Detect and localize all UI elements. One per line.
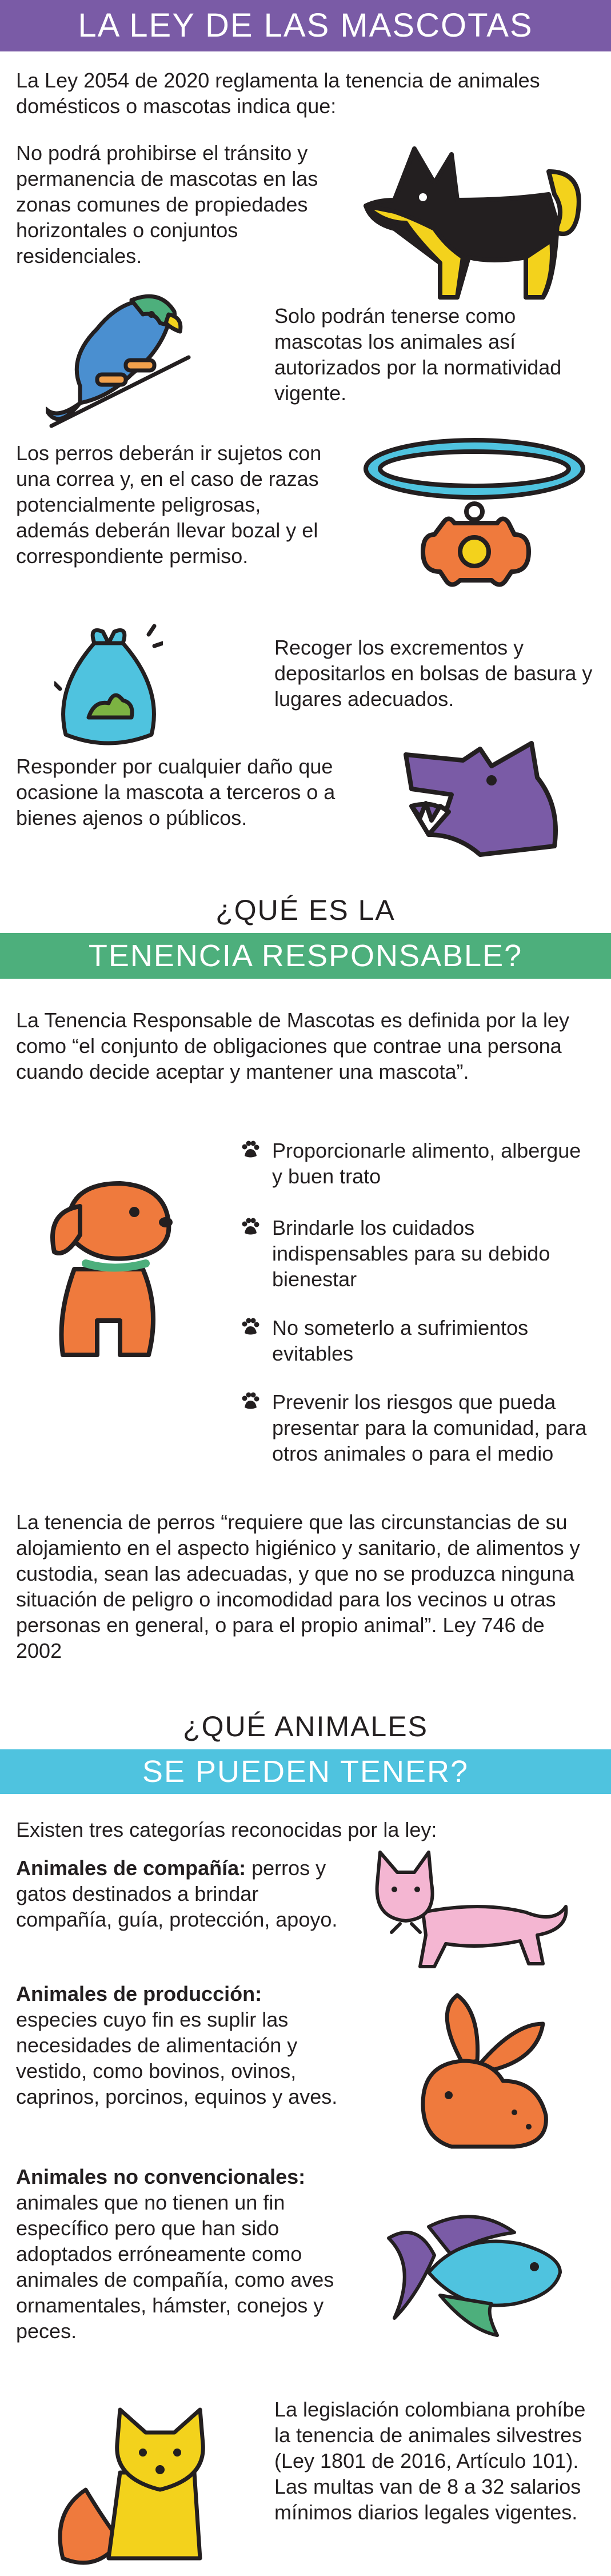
responsibility-item-4 (240, 1389, 594, 1466)
section3-title-top: ¿QUÉ ANIMALES (183, 1710, 428, 1742)
paw-icon (240, 1217, 261, 1238)
law-point-3: Los perros deberán ir sujetos con una correa y, en el caso de razas potencialmente peligrosas, además deberán llevar bozal y el correspondiente permiso. (16, 441, 322, 568)
law-point-2: Solo podrán tenerse como mascotas los animales así autorizados por la normatividad vigente. (274, 304, 562, 405)
category-production (16, 1981, 348, 2110)
bag-icon (54, 620, 163, 752)
cat-icon (366, 1849, 572, 1975)
category-unconventional (16, 2164, 348, 2344)
section2-banner (0, 933, 611, 979)
responsibility-item-1 (240, 1138, 594, 1189)
responsibility-text-2: Brindarle los cuidados indispensables para su debido bienestar (272, 1216, 550, 1291)
responsibility-text-4: Prevenir los riesgos que pueda presentar para la comunidad, para otros animales o para el medio (272, 1390, 587, 1465)
section2-title-top: ¿QUÉ ES LA (215, 894, 396, 926)
section3-final: La legislación colombiana prohíbe la tenencia de animales silvestres (Ley 1801 de 2016, Artículo 101). Las multas van de 8 a 32 salarios mínimos diarios legales vigentes. (274, 2398, 586, 2524)
section2-title: TENENCIA RESPONSABLE? (88, 939, 523, 973)
section3-banner (0, 1749, 611, 1794)
law-point-4: Recoger los excrementos y depositarlos en bolsas de basura y lugares adecuados. (274, 636, 593, 711)
category-production-text: especies cuyo fin es suplir las necesidades de alimentación y vestido, como bovinos, ovinos, caprinos, porcinos, equinos y aves. (16, 2008, 338, 2108)
category-unconventional-label: Animales no convencionales: (16, 2165, 306, 2188)
section3-intro: Existen tres categorías reconocidas por la ley: (16, 1818, 437, 1841)
section1-banner (0, 0, 611, 51)
section2-intro: La Tenencia Responsable de Mascotas es definida por la ley como “el conjunto de obligaciones que contrae una persona cuando decide aceptar y mantener una mascota”. (16, 1008, 569, 1083)
rabbit-icon (400, 1989, 560, 2155)
collar-icon (360, 437, 594, 603)
parrot-icon (46, 289, 234, 437)
responsibility-text-3: No someterlo a sufrimientos evitables (272, 1316, 529, 1365)
category-unconventional-text: animales que no tienen un fin específico pero que han sido adoptados erróneamente como animales de compañía, como aves ornamentales, hámster, conejos y peces. (16, 2191, 334, 2343)
paw-icon (240, 1391, 261, 1412)
responsibility-text-1: Proporcionarle alimento, albergue y buen trato (272, 1139, 581, 1188)
paw-icon (240, 1317, 261, 1338)
dog-icon (360, 131, 589, 309)
fox-icon (51, 2404, 240, 2575)
category-companion-label: Animales de compañía: (16, 1856, 246, 1880)
wolf-icon (394, 732, 566, 866)
paw-icon (240, 1140, 261, 1161)
section1-intro: La Ley 2054 de 2020 reglamenta la tenencia de animales domésticos o mascotas indica que: (16, 69, 540, 118)
category-companion-text: perros y gatos destinados a brindar compañía, guía, protección, apoyo. (16, 1856, 338, 1931)
category-companion (16, 1855, 348, 1932)
section3-title: SE PUEDEN TENER? (142, 1754, 469, 1789)
category-production-label: Animales de producción: (16, 1982, 262, 2005)
section1-title: LA LEY DE LAS MASCOTAS (78, 7, 533, 44)
responsibility-item-3 (240, 1315, 594, 1366)
section2-closing: La tenencia de perros “requiere que las circunstancias de su alojamiento en el aspecto higiénico y sanitario, de alimentos y custodia, sean las adecuadas, y que no se produzca ninguna situación de peligro o incomodidad para los vecinos u otras personas en general, o para el propio animal”. Ley 746 de 2002 (16, 1510, 580, 1662)
law-point-5: Responder por cualquier daño que ocasione la mascota a terceros o a bienes ajenos o públicos. (16, 755, 336, 830)
responsibility-item-2 (240, 1215, 594, 1292)
law-point-1: No podrá prohibirse el tránsito y permanencia de mascotas en las zonas comunes de propiedades horizontales o conjuntos residenciales. (16, 141, 318, 268)
fish-icon (383, 2204, 566, 2341)
puppy-icon (34, 1172, 177, 1366)
